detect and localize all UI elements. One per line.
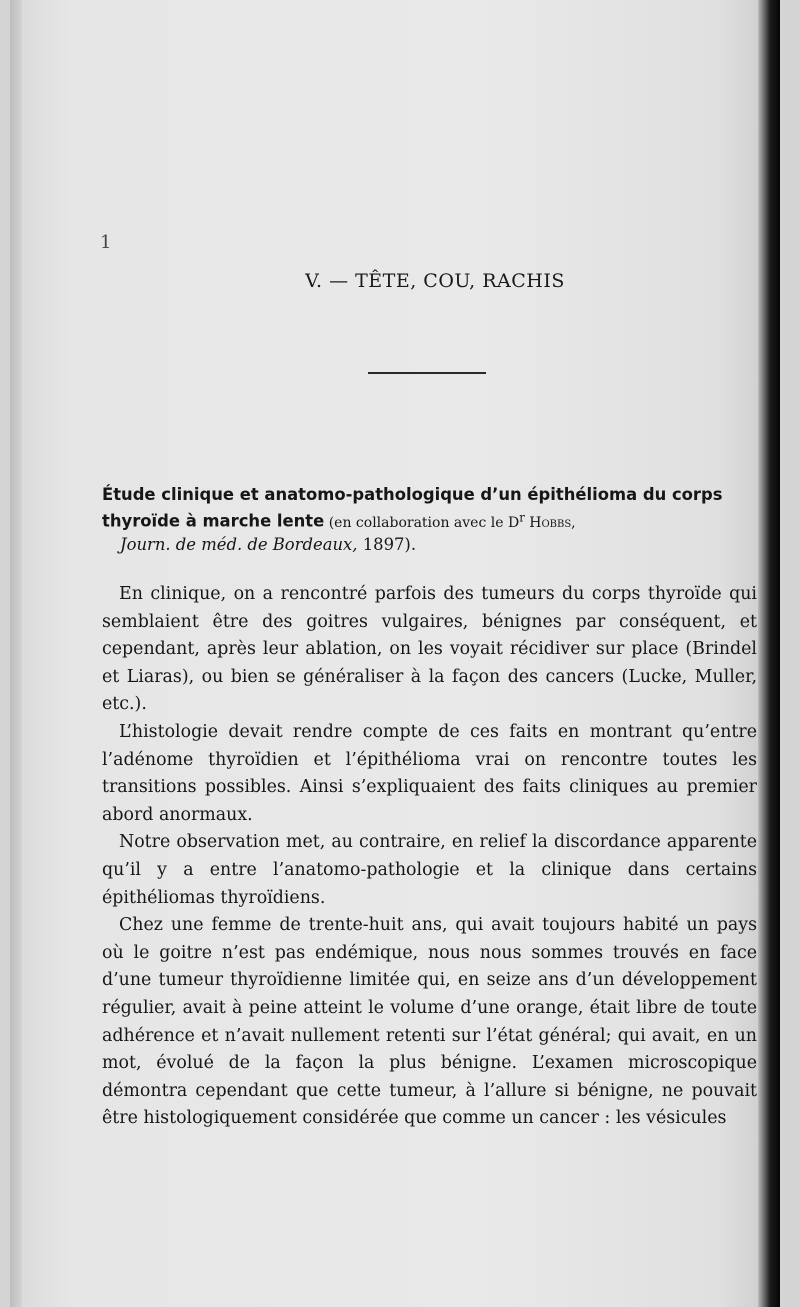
margin-mark: 1 (100, 232, 112, 253)
paragraph: L’histologie devait rendre compte de ces faits en montrant qu’entre l’adénome thyroïdien et l’épithélioma vrai on rencontre toutes les transitions possibles. Ainsi s’expliquaient des faits cliniques au premier abord anormaux. (102, 721, 757, 825)
publication-year: 1897). (357, 534, 417, 554)
collaborator-name: Hobbs, (524, 514, 576, 531)
article-heading (102, 484, 757, 556)
collaboration-note (324, 510, 576, 531)
page-edge-shadow (758, 0, 780, 1307)
paragraph: Chez une femme de trente-huit ans, qui avait toujours habité un pays où le goitre n’est pas endémique, nous nous sommes trouvés en face d’une tumeur thyroïdienne limitée qui, en seize ans d’un développement régulier, avait à peine atteint le volume d’une orange, était libre de toute adhérence et n’avait nullement retenti sur l’état général; qui avait, en un mot, évolué de la façon la plus bénigne. L’examen microscopique démontra cependant que cette tumeur, à l’allure si bénigne, ne pouvait être histologiquement considérée que comme un cancer : les vésicules (102, 915, 757, 1129)
section-title: V. — TÊTE, COU, RACHIS (305, 270, 565, 292)
citation-line (102, 534, 757, 556)
paragraph: Notre observation met, au contraire, en relief la discordance apparente qu’il y a entre l’anatomo-pathologie et la clinique dans certains épithéliomas thyroïdiens. (102, 832, 757, 908)
section-divider (368, 372, 486, 374)
body-text (102, 581, 757, 1133)
article-title: Étude clinique et anatomo-pathologique d’un épithélioma du corps thyroïde à marche lente (102, 485, 723, 531)
page-left-shading (10, 0, 22, 1307)
journal-name: Journ. de méd. de Bordeaux, (120, 534, 358, 554)
paragraph: En clinique, on a rencontré parfois des tumeurs du corps thyroïde qui semblaient être des goitres vulgaires, bénignes par conséquent, et cependant, après leur ablation, on les voyait récidiver sur place (Brindel et Liaras), ou bien se généraliser à la façon des cancers (Lucke, Muller, etc.). (102, 584, 757, 715)
doctor-abbrev-sup: r (519, 510, 525, 524)
collaboration-prefix: (en collaboration avec le D (324, 514, 520, 531)
